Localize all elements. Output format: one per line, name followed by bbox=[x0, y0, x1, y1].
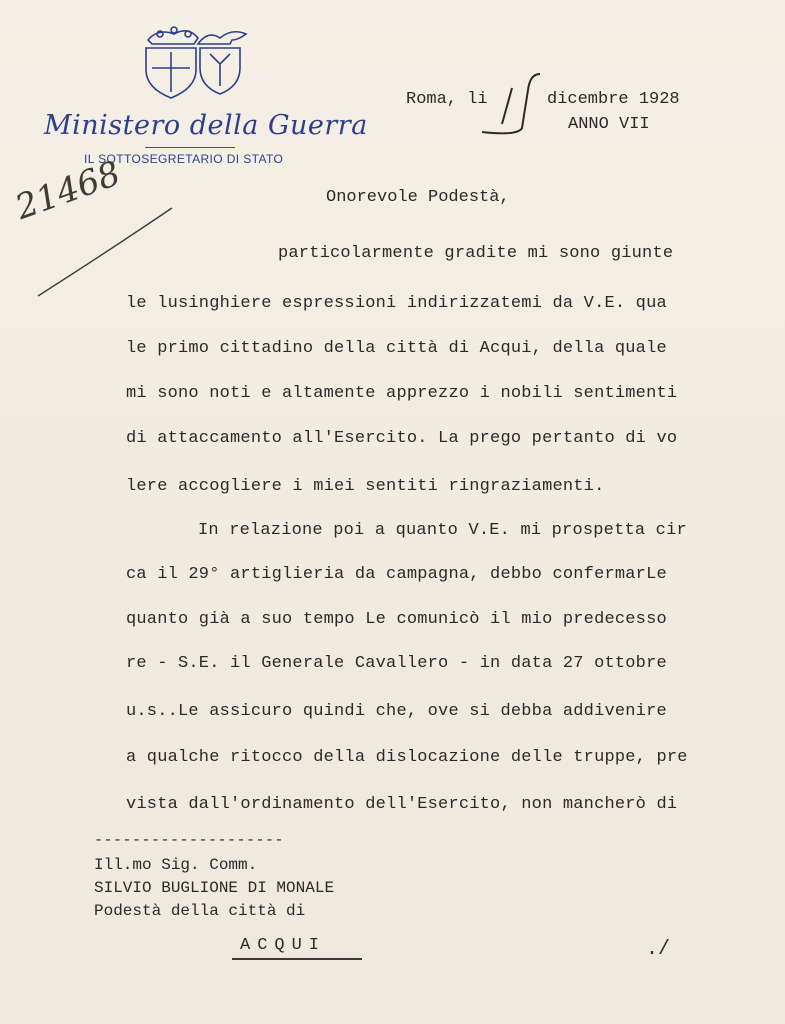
body-line: vista dall'ordinamento dell'Esercito, non mancherò di bbox=[126, 795, 678, 814]
body-line: ca il 29° artiglieria da campagna, debbo confermarLe bbox=[126, 565, 667, 584]
date-era: ANNO VII bbox=[568, 115, 650, 134]
recipient-role: Podestà della città di bbox=[94, 902, 306, 920]
protocol-number: 21468 bbox=[10, 153, 126, 228]
body-line: a qualche ritocco della dislocazione delle truppe, pre bbox=[126, 748, 688, 767]
body-line: particolarmente gradite mi sono giunte bbox=[278, 244, 674, 263]
body-line: quanto già a suo tempo Le comunicò il mio predecesso bbox=[126, 610, 667, 629]
continuation-mark: ./ bbox=[646, 938, 671, 961]
body-line: u.s..Le assicuro quindi che, ove si debba addivenire bbox=[126, 702, 667, 721]
handwritten-day bbox=[478, 70, 550, 140]
body-line: mi sono noti e altamente apprezzo i nobili sentimenti bbox=[126, 384, 678, 403]
protocol-stroke bbox=[30, 200, 180, 300]
separator-line: -------------------- bbox=[94, 832, 285, 849]
date-month-year: dicembre 1928 bbox=[547, 90, 680, 109]
recipient-name: SILVIO BUGLIONE DI MONALE bbox=[94, 879, 335, 897]
body-line: In relazione poi a quanto V.E. mi prospetta cir bbox=[198, 521, 687, 540]
ministry-underline bbox=[145, 147, 235, 148]
body-line: le primo cittadino della città di Acqui, della quale bbox=[126, 339, 667, 358]
office-title: IL SOTTOSEGRETARIO DI STATO bbox=[84, 152, 284, 166]
salutation: Onorevole Podestà, bbox=[326, 188, 510, 207]
royal-crest-with-eagle-icon bbox=[138, 26, 250, 106]
recipient-title: Ill.mo Sig. Comm. bbox=[94, 856, 258, 874]
body-line: re - S.E. il Generale Cavallero - in data 27 ottobre bbox=[126, 654, 667, 673]
body-line: di attaccamento all'Esercito. La prego pertanto di vo bbox=[126, 429, 678, 448]
handwritten-day-value: 15 bbox=[478, 70, 480, 71]
body-line: le lusinghiere espressioni indirizzatemi da V.E. qua bbox=[126, 294, 667, 313]
body-line: lere accogliere i miei sentiti ringraziamenti. bbox=[126, 477, 605, 496]
city-underline bbox=[232, 958, 362, 960]
recipient-city: ACQUI bbox=[240, 936, 327, 955]
ministry-name: Ministero della Guerra bbox=[44, 110, 368, 141]
date-place: Roma, li bbox=[406, 90, 488, 109]
